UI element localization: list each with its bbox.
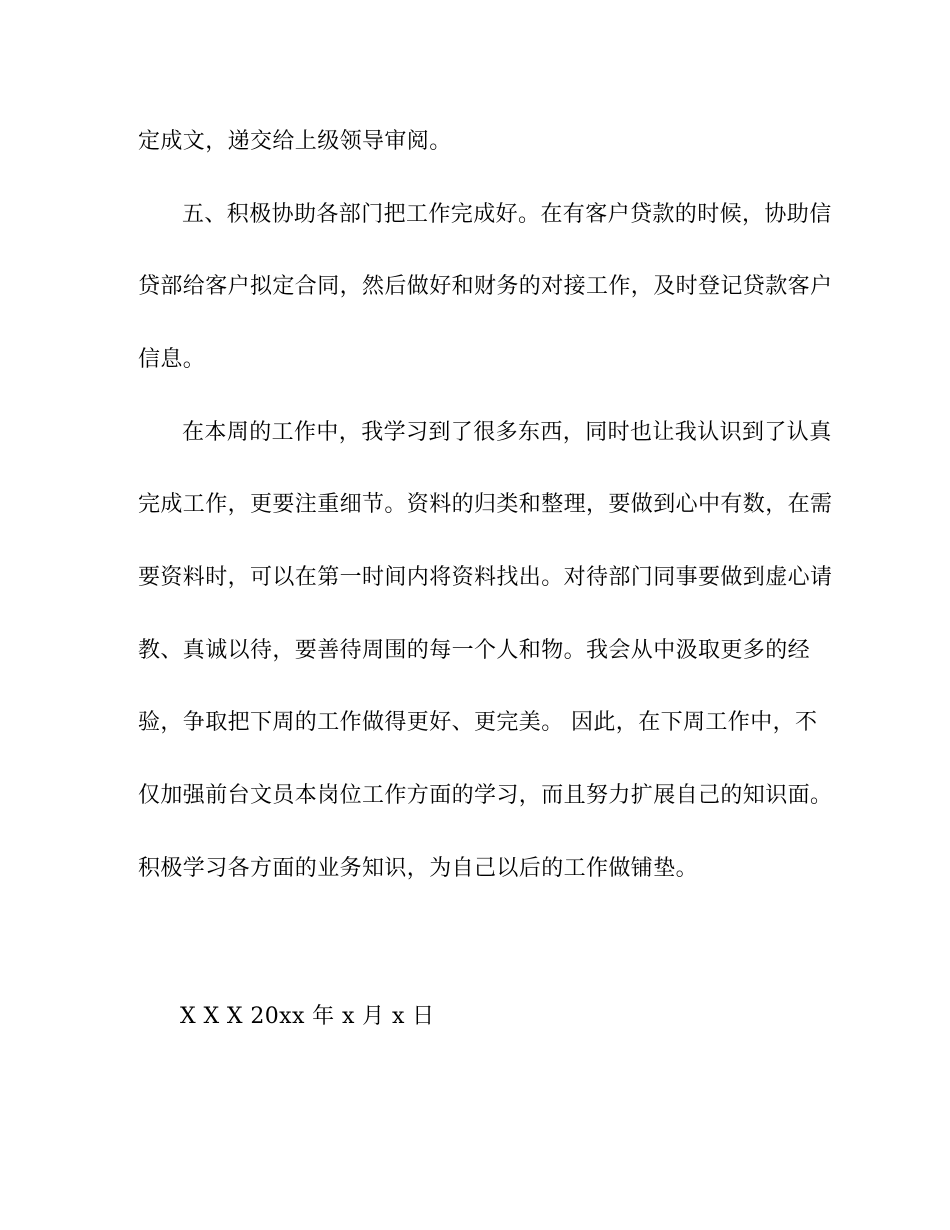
signature-date: X X X 20xx 年 x 月 x 日: [180, 1004, 435, 1029]
paragraph-line: 定成文，递交给上级领导审阅。: [138, 129, 452, 154]
paragraph-line: 验，争取把下周的工作做得更好、更完美。 因此，在下周工作中，不: [138, 710, 818, 735]
paragraph-line: 完成工作，更要注重细节。资料的归类和整理，要做到心中有数，在需: [138, 492, 833, 517]
paragraph-line: 要资料时，可以在第一时间内将资料找出。对待部门同事要做到虚心请: [138, 565, 833, 590]
paragraph-line: 在本周的工作中，我学习到了很多东西，同时也让我认识到了认真: [182, 420, 832, 445]
paragraph-line: 积极学习各方面的业务知识，为自己以后的工作做铺垫。: [138, 856, 699, 881]
paragraph-line: 仅加强前台文员本岗位工作方面的学习，而且努力扩展自己的知识面。: [138, 783, 833, 808]
paragraph-line: 五、积极协助各部门把工作完成好。在有客户贷款的时候，协助信: [182, 202, 832, 227]
paragraph-line: 贷部给客户拟定合同，然后做好和财务的对接工作，及时登记贷款客户: [138, 274, 833, 299]
paragraph-line: 信息。: [138, 347, 206, 372]
paragraph-line: 教、真诚以待，要善待周围的每一个人和物。我会从中汲取更多的经: [138, 638, 811, 663]
